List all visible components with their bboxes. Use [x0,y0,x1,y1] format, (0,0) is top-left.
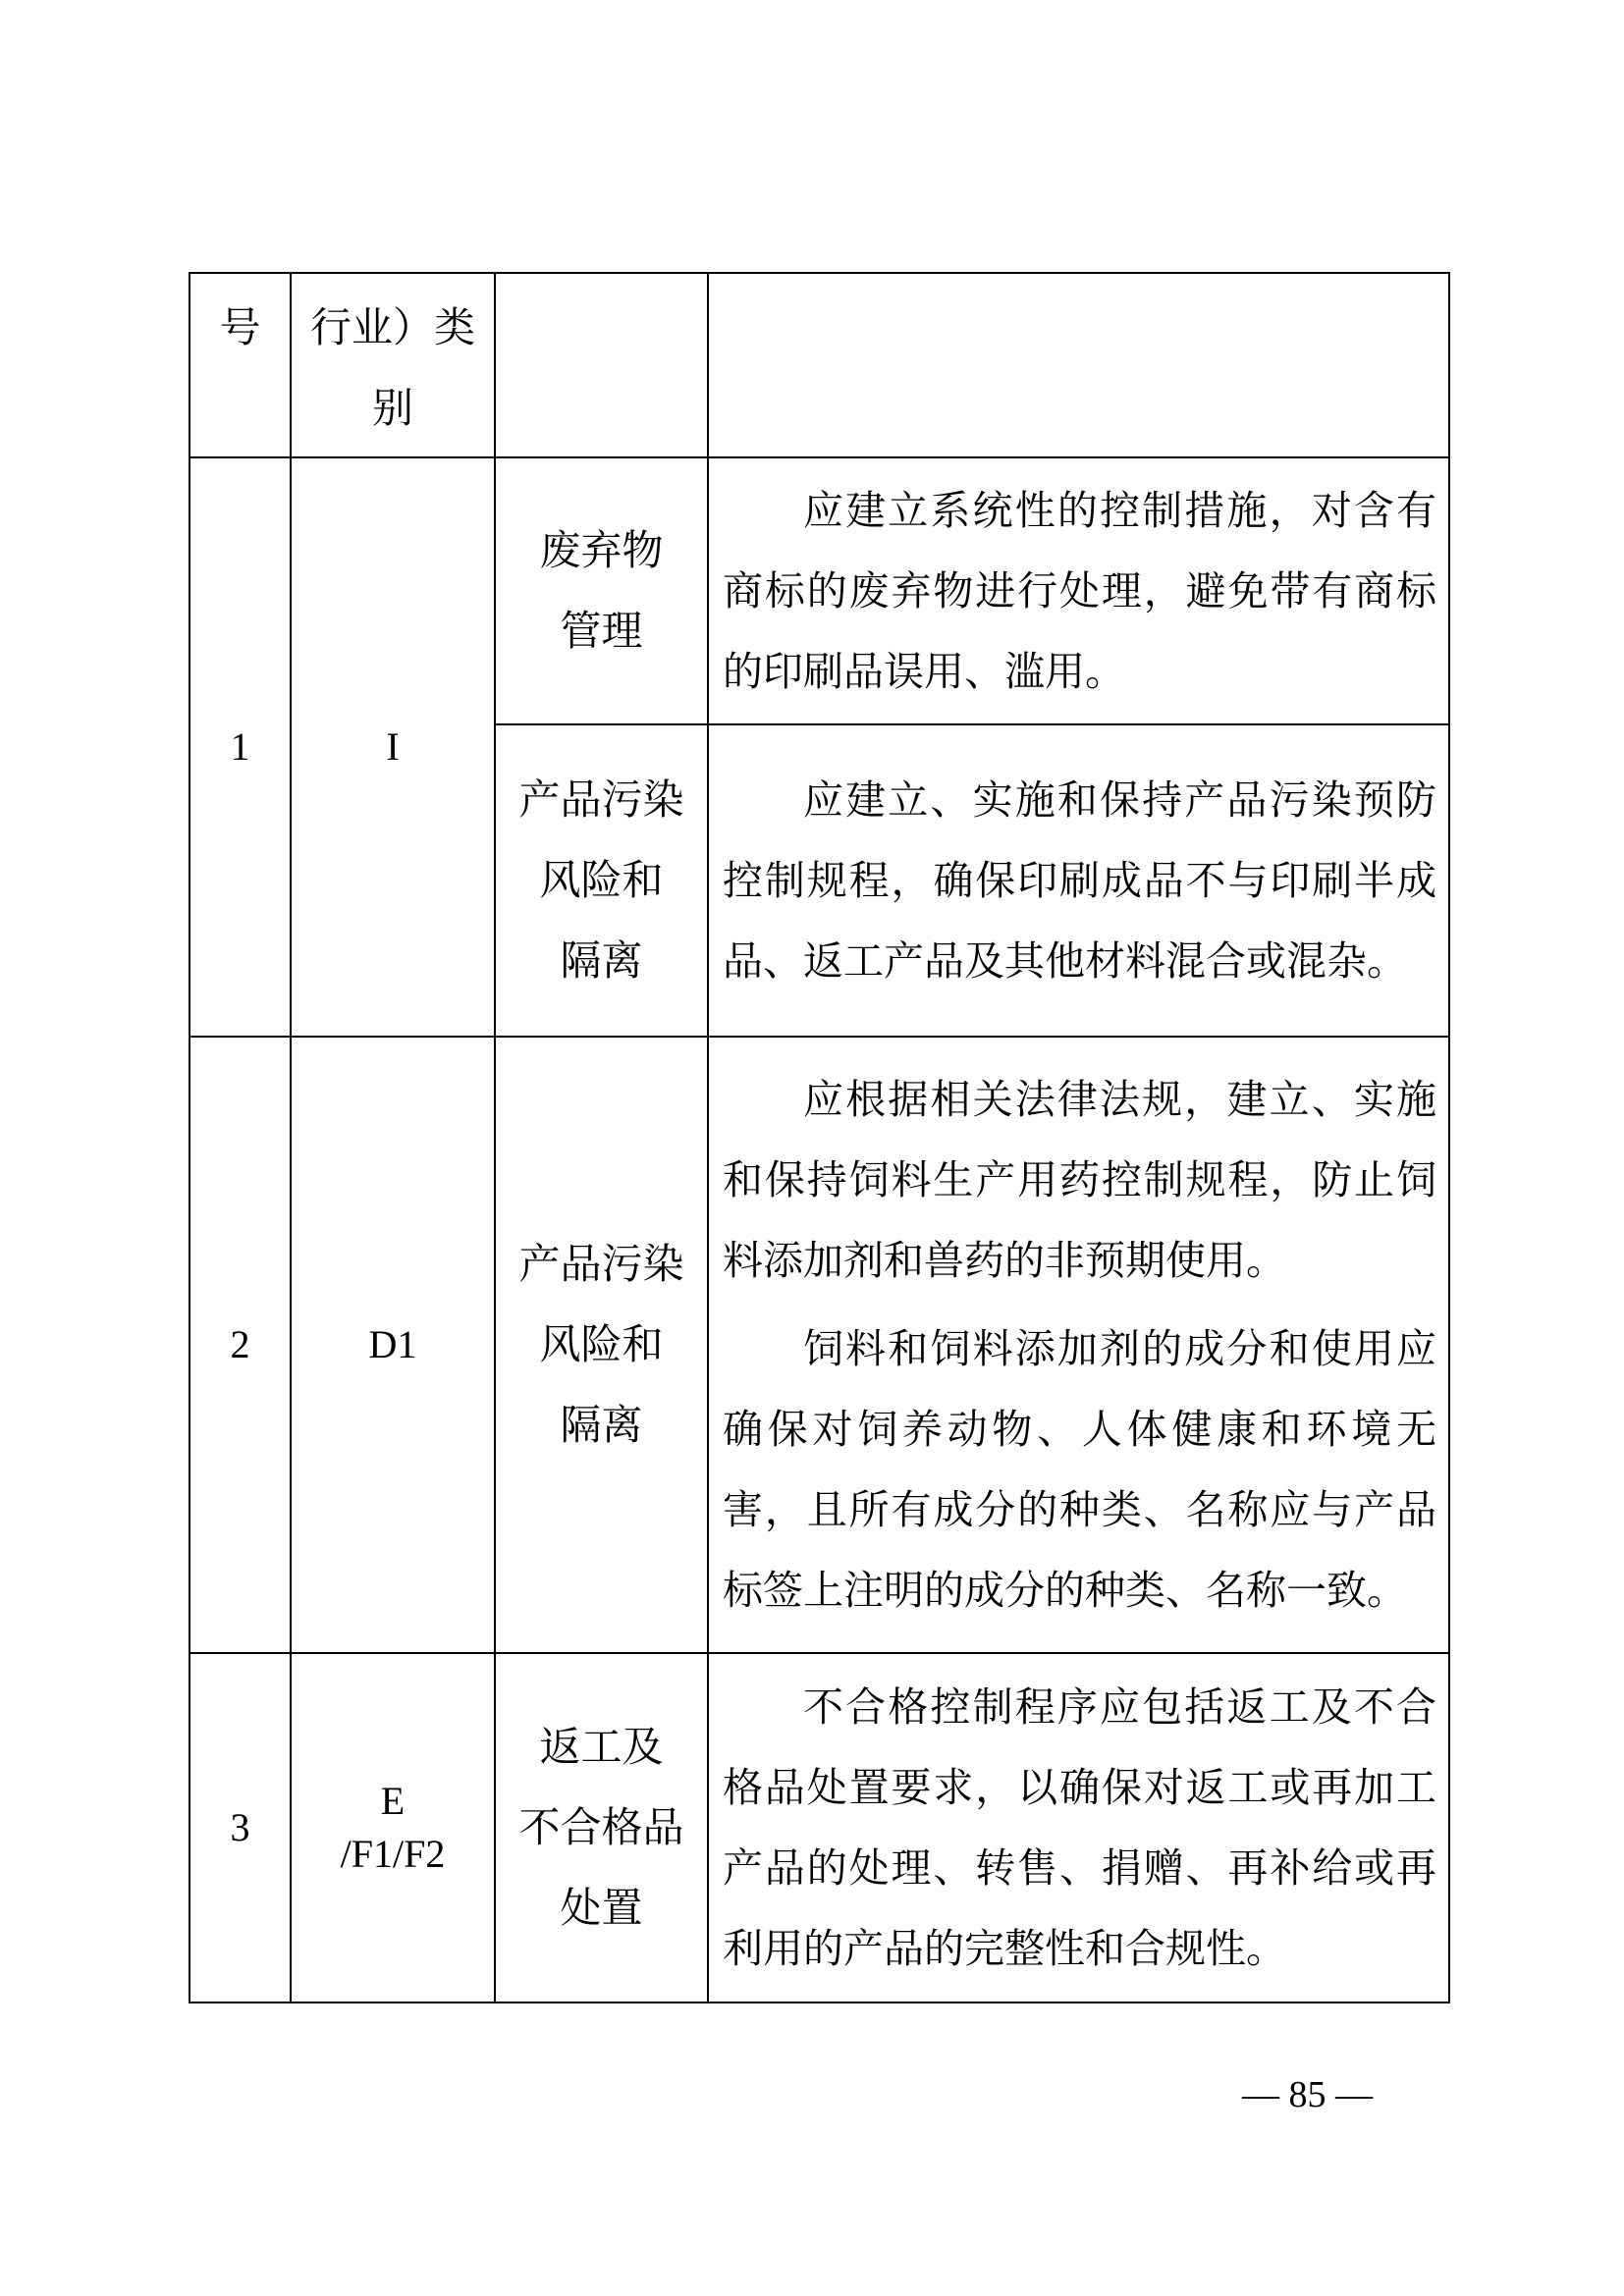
row-number: 1 [230,724,250,769]
requirement-cell [708,1037,1449,1653]
topic-line: 不合格品 [518,1803,684,1851]
topic-line: 返工及 [539,1723,664,1771]
row-number-cell [189,457,291,1037]
row-category: I [386,724,400,769]
topic-line: 产品污染 [518,1240,684,1288]
requirement-paragraph: 应根据相关法律法规，建立、实施和保持饲料生产用药控制规程，防止饲料添加剂和兽药的非预期使用。 [723,1076,1436,1284]
header-cell-category [291,273,495,457]
topic-cell [495,1037,708,1653]
topic-line: 产品污染 [518,775,684,824]
requirements-table [189,272,1450,2003]
requirement-cell [708,1653,1449,2002]
requirement-cell [708,724,1449,1037]
row-number-cell [189,1037,291,1653]
table-header-row [189,273,1449,457]
topic-cell [495,1653,708,2002]
row-category-cell [291,1653,495,2002]
row-category: D1 [368,1322,417,1366]
header-cell-number [189,273,291,457]
topic-line: 隔离 [560,1401,643,1449]
row-number: 3 [230,1805,250,1849]
row-category-line: E [380,1779,406,1823]
header-cell-requirement [708,273,1449,457]
topic-line: 处置 [560,1884,643,1932]
page-number: — 85 — [1242,2074,1373,2115]
topic-cell [495,457,708,724]
topic-line: 管理 [560,607,643,655]
row-number-cell [189,1653,291,2002]
requirement-paragraph: 应建立系统性的控制措施，对含有商标的废弃物进行处理，避免带有商标的印刷品误用、滥用。 [723,487,1436,695]
row-category-cell [291,457,495,1037]
header-category-line1: 行业）类 [309,303,475,351]
requirement-paragraph: 饲料和饲料添加剂的成分和使用应确保对饲养动物、人体健康和环境无害，且所有成分的种类、名称应与产品标签上注明的成分的种类、名称一致。 [723,1325,1436,1614]
requirement-paragraph: 应建立、实施和保持产品污染预防控制规程，确保印刷成品不与印刷半成品、返工产品及其他材料混合或混杂。 [723,776,1436,985]
requirement-cell [708,457,1449,724]
row-number: 2 [230,1322,250,1366]
table-row [189,457,1449,724]
header-category-line2: 别 [371,384,413,432]
row-category-line: /F1/F2 [340,1832,446,1876]
topic-line: 废弃物 [539,526,664,574]
header-number-label: 号 [219,303,261,351]
row-category-cell [291,1037,495,1653]
requirement-paragraph: 不合格控制程序应包括返工及不合格品处置要求，以确保对返工或再加工产品的处理、转售、捐赠、再补给或再利用的产品的完整性和合规性。 [723,1683,1436,1972]
topic-line: 隔离 [560,936,643,985]
header-cell-topic [495,273,708,457]
table-row [189,1653,1449,2002]
topic-line: 风险和 [539,856,664,904]
topic-cell [495,724,708,1037]
table-row [189,1037,1449,1653]
topic-line: 风险和 [539,1320,664,1368]
